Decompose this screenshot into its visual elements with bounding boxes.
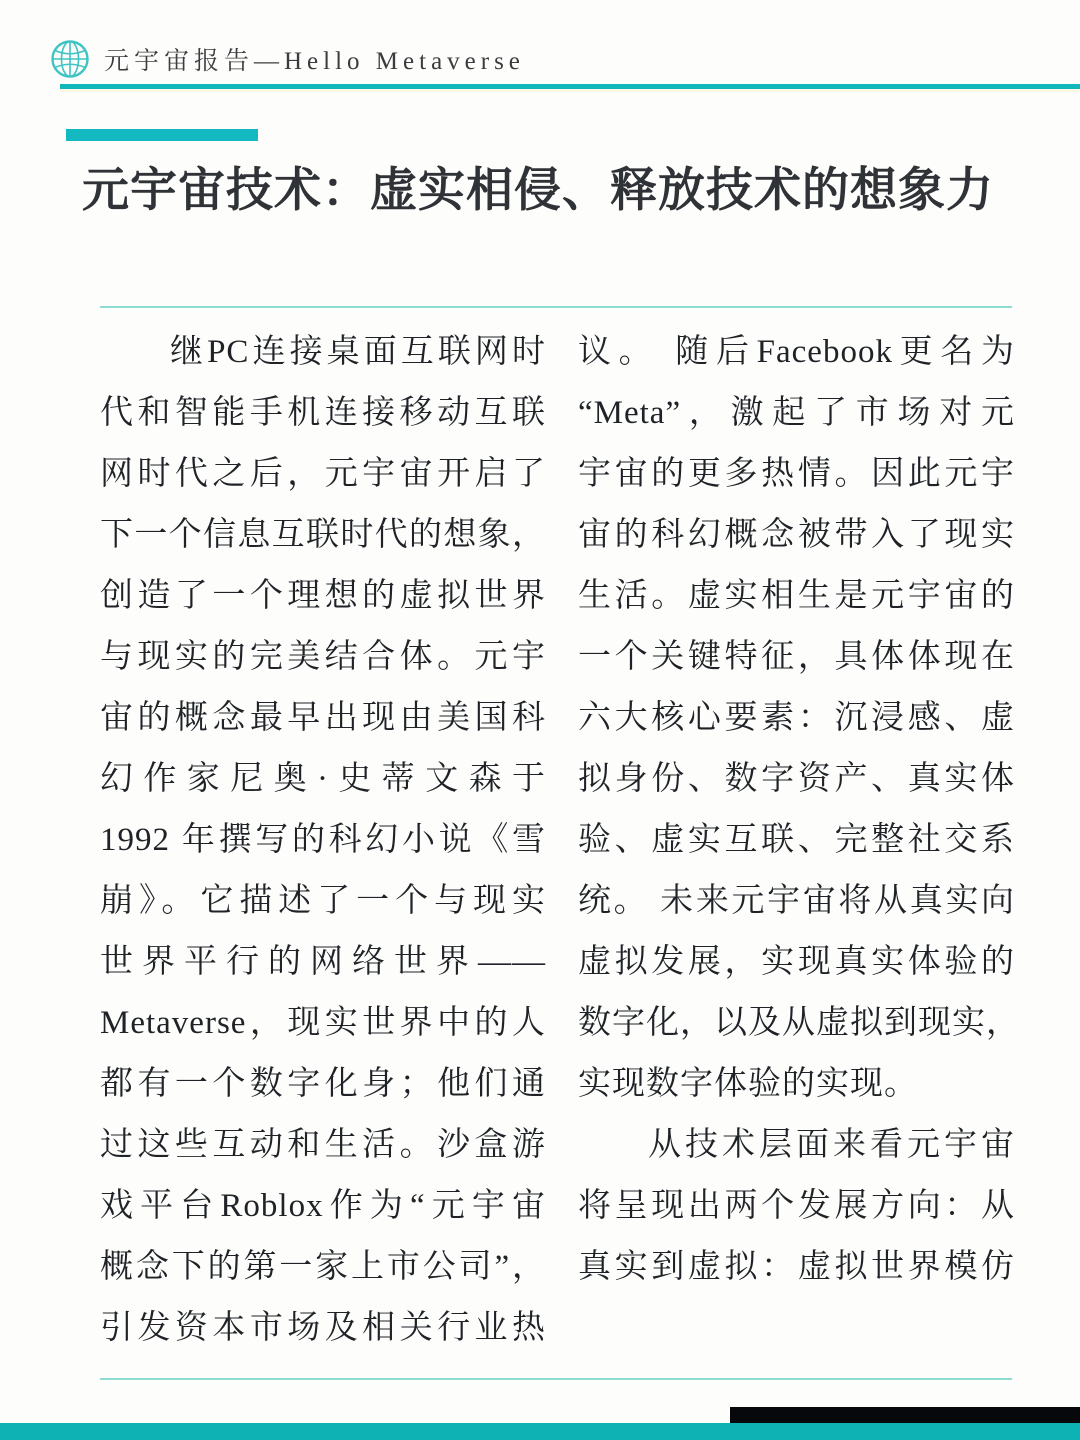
header-divider-shadow (60, 89, 1080, 92)
footer-teal-bar (0, 1423, 1080, 1440)
text-line: 1992 年撰写的科幻小说《雪 (100, 822, 546, 858)
text-line: 验、虚实互联、完整社交系 (578, 822, 1015, 858)
footer-black-bar (730, 1407, 1080, 1424)
text-line: 下一个信息互联时代的想象， (100, 517, 546, 553)
text-line: 代和智能手机连接移动互联 (100, 395, 546, 431)
text-line: 与现实的完美结合体。元宇 (100, 639, 546, 675)
article-body (100, 322, 1020, 1359)
text-line: 六大核心要素：沉浸感、虚 (578, 700, 1015, 736)
text-line: 将呈现出两个发展方向：从 (578, 1188, 1015, 1224)
text-line: 议。 随后Facebook更名为 (578, 334, 1015, 370)
body-bottom-rule (100, 1378, 1012, 1380)
text-line: 数字化，以及从虚拟到现实， (578, 1005, 1020, 1041)
body-top-rule (100, 306, 1012, 308)
text-line: 网时代之后，元宇宙开启了 (100, 456, 546, 492)
text-line: 过这些互动和生活。沙盒游 (100, 1127, 546, 1163)
text-line: 概念下的第一家上市公司”， (100, 1249, 546, 1285)
text-line: 真实到虚拟：虚拟世界模仿 (578, 1249, 1015, 1285)
text-line: 幻作家尼奥·史蒂文森于 (100, 761, 546, 797)
text-line: 实现数字体验的实现。 (578, 1066, 918, 1102)
left-column (100, 322, 546, 1359)
text-line: 宙的科幻概念被带入了现实 (578, 517, 1015, 553)
text-line: Metaverse，现实世界中的人 (100, 1005, 546, 1041)
text-line: 统。 未来元宇宙将从真实向 (578, 883, 1015, 919)
text-line: 引发资本市场及相关行业热 (100, 1310, 546, 1346)
text-line: 崩》。它描述了一个与现实 (100, 883, 546, 919)
text-line: 从技术层面来看元宇宙 (648, 1127, 1015, 1163)
text-line: 生活。虚实相生是元宇宙的 (578, 578, 1015, 614)
title-accent-bar (66, 129, 258, 141)
text-line: 拟身份、数字资产、真实体 (578, 761, 1015, 797)
text-line: “Meta”，激起了市场对元 (578, 395, 1015, 431)
text-line: 戏平台Roblox作为“元宇宙 (100, 1188, 546, 1224)
text-line: 都有一个数字化身；他们通 (100, 1066, 546, 1102)
text-line: 一个关键特征，具体体现在 (578, 639, 1015, 675)
right-column (578, 322, 1020, 1359)
text-line: 宙的概念最早出现由美国科 (100, 700, 546, 736)
text-line: 创造了一个理想的虚拟世界 (100, 578, 546, 614)
header-brand (50, 36, 525, 82)
text-line: 宇宙的更多热情。因此元宇 (578, 456, 1015, 492)
text-line: 继PC连接桌面互联网时 (170, 334, 546, 370)
brand-title: 元宇宙报告—Hello Metaverse (104, 48, 525, 75)
page-title: 元宇宙技术：虚实相侵、释放技术的想象力 (82, 163, 994, 216)
globe-icon (50, 39, 90, 79)
text-line: 世界平行的网络世界—— (100, 944, 546, 980)
text-line: 虚拟发展，实现真实体验的 (578, 944, 1015, 980)
